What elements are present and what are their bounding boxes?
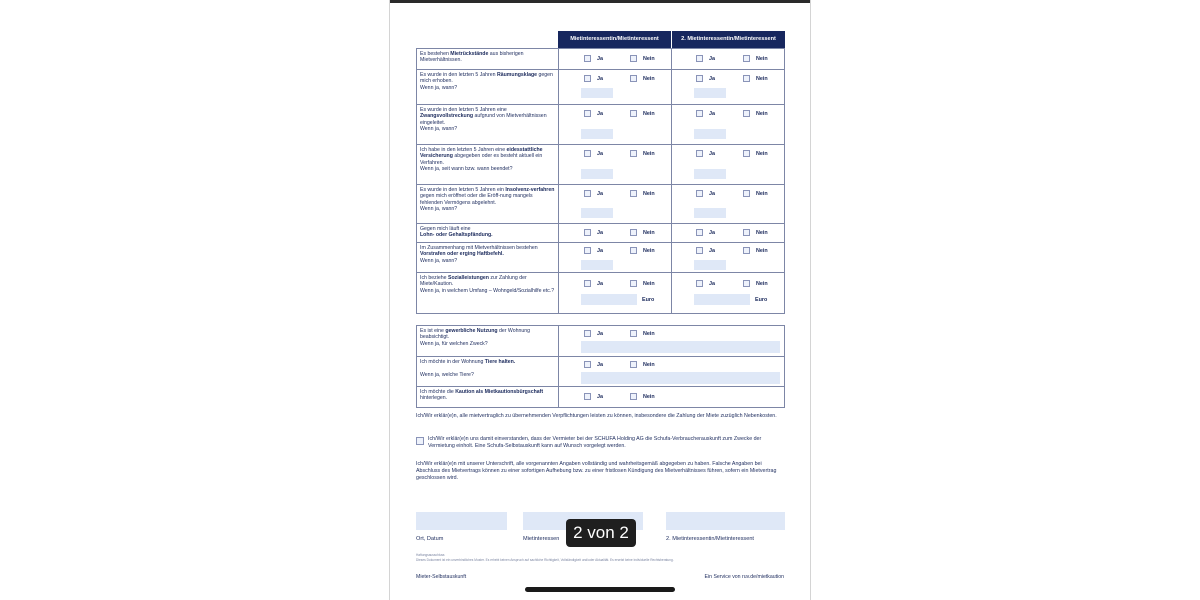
nein-label: Nein [756, 76, 768, 82]
ja-label: Ja [709, 191, 715, 197]
ja-checkbox-tenant1[interactable] [584, 190, 591, 197]
question-row-insolvenzverfahren [417, 184, 784, 224]
nein-checkbox-tenant1[interactable] [630, 280, 637, 287]
signature-tenant2-label: 2. Mietinteressentin/Mietinteressent [666, 536, 754, 542]
ja-checkbox-tenant1[interactable] [584, 75, 591, 82]
question-text: Es wurde in den letzten 5 Jahren eine Zwangsvollstreckung aufgrund von Mietverhältnissen eingeleitet. Wenn ja, wann? [420, 107, 547, 133]
disclaimer-title: Haftungsausschluss [416, 553, 445, 557]
question-text: Ich möchte die Kaution als Mietkautionsbürgschaft hinterlegen. [420, 389, 544, 402]
nein-checkbox-tenant1[interactable] [630, 55, 637, 62]
ja-label: Ja [597, 151, 603, 157]
nein-checkbox-tenant1[interactable] [630, 229, 637, 236]
ja-checkbox-tenant1[interactable] [584, 229, 591, 236]
declaration-obligations: Ich/Wir erklär(e)n, alle mietvertraglich zu übernehmenden Verpflichtungen leisten zu können, insbesondere die Zahlung der Miete zuzüglich Nebenkosten. [416, 413, 777, 419]
question-row-lohnpfaendung [417, 223, 784, 243]
nein-checkbox-tenant2[interactable] [743, 110, 750, 117]
question-row-raeumungsklage [417, 69, 784, 105]
nein-checkbox-tenant2[interactable] [743, 229, 750, 236]
date-input-tenant2[interactable] [694, 88, 726, 98]
date-input-tenant1[interactable] [581, 260, 613, 270]
nein-checkbox-tenant2[interactable] [743, 247, 750, 254]
amount-input-tenant1[interactable] [581, 294, 637, 305]
nein-checkbox[interactable] [630, 361, 637, 368]
ja-checkbox-tenant1[interactable] [584, 280, 591, 287]
date-input-tenant1[interactable] [581, 169, 613, 179]
nein-label: Nein [643, 76, 655, 82]
ja-checkbox[interactable] [584, 330, 591, 337]
nein-checkbox-tenant1[interactable] [630, 190, 637, 197]
ja-label: Ja [709, 151, 715, 157]
nein-label: Nein [643, 230, 655, 236]
ja-checkbox[interactable] [584, 393, 591, 400]
question-text: Gegen mich läuft eine Lohn- oder Gehaltspfändung. [420, 226, 493, 239]
question-row-mietrueckstaende [417, 49, 784, 69]
questions-table-1 [416, 48, 785, 314]
nein-checkbox-tenant1[interactable] [630, 247, 637, 254]
nein-label: Nein [643, 191, 655, 197]
home-indicator-bar[interactable] [525, 587, 675, 592]
ja-checkbox-tenant1[interactable] [584, 247, 591, 254]
schufa-consent-checkbox[interactable] [416, 437, 424, 445]
nein-label: Nein [756, 56, 768, 62]
nein-label: Nein [643, 111, 655, 117]
date-input-tenant2[interactable] [694, 129, 726, 139]
nein-checkbox[interactable] [630, 393, 637, 400]
ja-label: Ja [709, 281, 715, 287]
ja-label: Ja [709, 248, 715, 254]
question-row-mietkautionsbuergschaft [417, 386, 784, 408]
ort-datum-input[interactable] [416, 512, 507, 530]
ja-label: Ja [709, 76, 715, 82]
nein-label: Nein [643, 248, 655, 254]
nein-label: Nein [643, 56, 655, 62]
date-input-tenant2[interactable] [694, 260, 726, 270]
nein-checkbox-tenant1[interactable] [630, 110, 637, 117]
ja-label: Ja [597, 111, 603, 117]
ja-checkbox-tenant2[interactable] [696, 75, 703, 82]
nein-checkbox-tenant2[interactable] [743, 75, 750, 82]
ja-checkbox-tenant1[interactable] [584, 110, 591, 117]
page-indicator: 2 von 2 [566, 519, 636, 547]
nein-label: Nein [756, 151, 768, 157]
ja-label: Ja [597, 191, 603, 197]
question-text: Ich habe in den letzten 5 Jahren eine eidesstattliche Versicherung abgegeben oder es besteht aktuell ein Verfahren. Wenn ja, seit wann bzw. wann beendet? [420, 147, 543, 173]
ja-label: Ja [597, 56, 603, 62]
nein-checkbox[interactable] [630, 330, 637, 337]
ja-checkbox-tenant2[interactable] [696, 110, 703, 117]
amount-input-tenant2[interactable] [694, 294, 750, 305]
question-row-gewerbliche-nutzung [417, 326, 784, 356]
nein-label: Nein [643, 281, 655, 287]
question-text: Im Zusammenhang mit Mietverhältnissen bestehen Vorstrafen oder erging Haftbefehl. Wenn ja, wann? [420, 245, 538, 264]
date-input-tenant1[interactable] [581, 129, 613, 139]
purpose-input[interactable] [581, 341, 780, 353]
nein-label: Nein [643, 394, 655, 400]
nein-checkbox-tenant1[interactable] [630, 150, 637, 157]
question-text: Es bestehen Mietrückstände aus bisherigen Mietverhältnissen. [420, 51, 524, 64]
ja-label: Ja [597, 76, 603, 82]
page-edge-right [810, 0, 811, 600]
ja-checkbox-tenant2[interactable] [696, 150, 703, 157]
ja-label: Ja [597, 394, 603, 400]
question-row-zwangsvollstreckung [417, 104, 784, 145]
ja-checkbox-tenant2[interactable] [696, 280, 703, 287]
declaration-truthfulness: Ich/Wir erklär(e)n mit unserer Unterschrift, alle vorgenannten Angaben vollständig und wahrheitsgemäß abgegeben zu haben. Falsche Angaben bei Abschluss des Mietvertrags können zu einer sofortigen Aufhebung bzw. zu einer fristlosen Kündigung des Mietverhältnisses führen, sofern ein Mietvertrag geschlossen wird. [416, 461, 777, 481]
date-input-tenant1[interactable] [581, 208, 613, 218]
nein-label: Nein [643, 151, 655, 157]
ja-label: Ja [597, 281, 603, 287]
signature-tenant2-input[interactable] [666, 512, 785, 530]
header-tenant-1: Mietinteressentin/Mietinteressent [558, 31, 671, 48]
footer-title: Mieter-Selbstauskunft [416, 574, 467, 580]
nein-checkbox-tenant2[interactable] [743, 190, 750, 197]
nein-checkbox-tenant2[interactable] [743, 55, 750, 62]
ja-checkbox-tenant1[interactable] [584, 55, 591, 62]
ort-datum-label: Ort, Datum [416, 536, 444, 542]
signature-tenant1-label: Mietinteressen [523, 536, 560, 542]
nein-label: Nein [756, 248, 768, 254]
ja-checkbox-tenant2[interactable] [696, 247, 703, 254]
question-row-sozialleistungen [417, 272, 784, 314]
disclaimer-text: Dieses Dokument ist ein unverbindliches Muster. Es erhebt keinen Anspruch auf sachliche Richtigkeit, Vollständigkeit und/oder Aktualität. Es ersetzt keine individuelle Rechtsberatung. [416, 558, 674, 562]
ja-checkbox-tenant2[interactable] [696, 190, 703, 197]
date-input-tenant1[interactable] [581, 88, 613, 98]
nein-checkbox-tenant2[interactable] [743, 150, 750, 157]
question-text: Es ist eine gewerbliche Nutzung der Wohnung beabsichtigt. Wenn ja, für welchen Zweck? [420, 328, 531, 347]
declaration-schufa: Ich/Wir erklär(e)n uns damit einverstanden, dass der Vermieter bei der SCHUFA Holding AG die Schufa-Verbraucherauskunft zum Zwecke der Vermietung einholt. Eine Schufa-Selbstauskunft kann auf Wunsch vorgelegt werden. [428, 436, 762, 449]
nein-label: Nein [756, 111, 768, 117]
euro-label: Euro [755, 297, 768, 303]
document-page [390, 3, 810, 600]
nein-label: Nein [756, 281, 768, 287]
footer-service: Ein Service von ruv.de/mietkaution [704, 574, 784, 580]
ja-checkbox[interactable] [584, 361, 591, 368]
header-tenant-2: 2. Mietinteressentin/Mietinteressent [671, 31, 785, 48]
nein-label: Nein [756, 230, 768, 236]
question-row-eidesstattliche-versicherung [417, 144, 784, 185]
question-text: Ich möchte in der Wohnung Tiere halten. Wenn ja, welche Tiere? [420, 359, 516, 378]
ja-label: Ja [709, 230, 715, 236]
nein-checkbox-tenant1[interactable] [630, 75, 637, 82]
date-input-tenant2[interactable] [694, 169, 726, 179]
euro-label: Euro [642, 297, 655, 303]
ja-checkbox-tenant2[interactable] [696, 55, 703, 62]
ja-checkbox-tenant2[interactable] [696, 229, 703, 236]
question-row-tiere [417, 356, 784, 387]
question-text: Ich beziehe Sozialleistungen zur Zahlung der Miete/Kaution. Wenn ja, in welchem Umfang – Wohngeld/Sozialhilfe etc.? [420, 275, 555, 294]
ja-label: Ja [709, 56, 715, 62]
nein-checkbox-tenant2[interactable] [743, 280, 750, 287]
nein-label: Nein [643, 331, 655, 337]
questions-table-2 [416, 325, 785, 408]
pets-input[interactable] [581, 372, 780, 384]
ja-label: Ja [597, 331, 603, 337]
question-text: Es wurde in den letzten 5 Jahren Räumungsklage gegen mich erhoben. Wenn ja, wann? [420, 72, 553, 91]
nein-label: Nein [643, 362, 655, 368]
ja-label: Ja [709, 111, 715, 117]
ja-checkbox-tenant1[interactable] [584, 150, 591, 157]
question-text: Es wurde in den letzten 5 Jahren ein Insolvenz-verfahren gegen mich eröffnet oder die Eröff-nung mangels fehlenden Vermögens abgelehnt. Wenn ja, wann? [420, 187, 555, 213]
ja-label: Ja [597, 362, 603, 368]
nein-label: Nein [756, 191, 768, 197]
date-input-tenant2[interactable] [694, 208, 726, 218]
ja-label: Ja [597, 248, 603, 254]
ja-label: Ja [597, 230, 603, 236]
question-row-vorstrafen [417, 242, 784, 273]
